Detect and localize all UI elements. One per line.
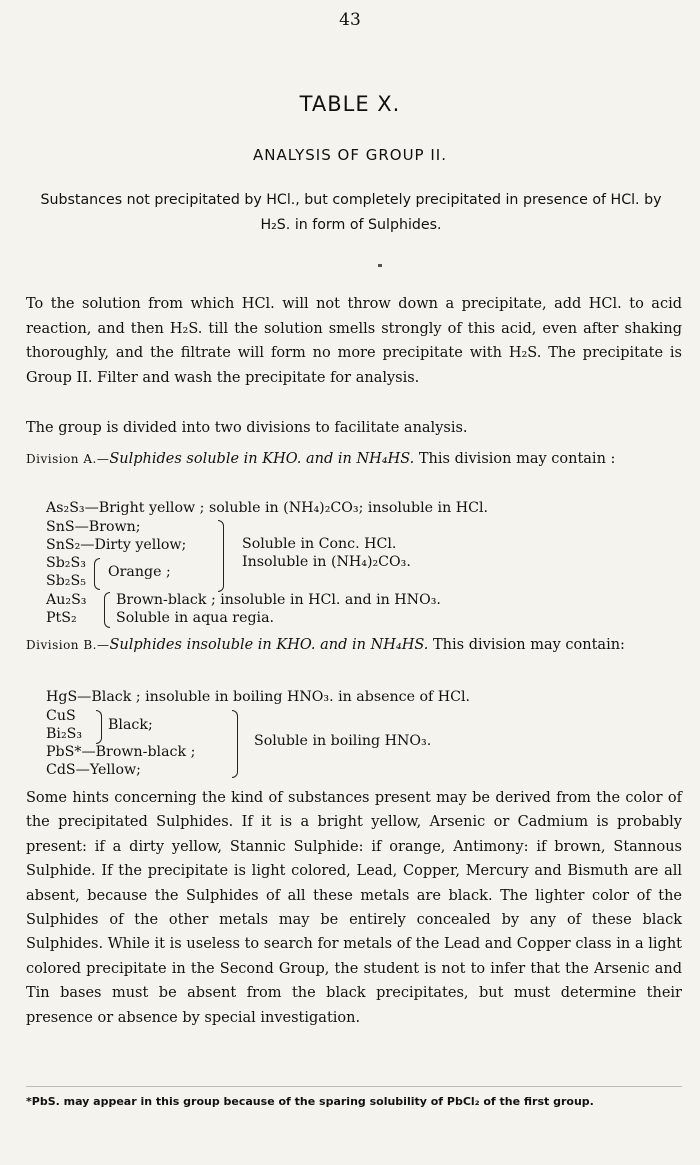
list-item-cus: CuS: [46, 708, 76, 724]
ornament-dot: [378, 264, 382, 267]
footnote: *PbS. may appear in this group because of the sparing solubility of PbCl₂ of the first group.: [26, 1095, 594, 1108]
paragraph-hints: Some hints concerning the kind of substances present may be derived from the color of the precipitated Sulphides. If it is a bright yellow, Arsenic or Cadmium is probably present: if a dirty yellow, Stannic Sulphide: if orange, Antimony: if brown, Stannous Sulphide. If the precipitate is light colored, Lead, Copper, Mercury and Bismuth are all absent, because the Sulphides of all these metals are black. The lighter color of the Sulphides of the other metals may be entirely concealed by any of these black Sulphides. While it is useless to search for metals of the Lead and Copper class in a light colored precipitate in the Second Group, the student is not to infer that the Arsenic and Tin bases must be absent from the black precipitates, but must determine their presence or absence by special investigation.: [26, 790, 682, 1026]
table-title: TABLE X.: [299, 92, 401, 116]
division-b-heading: [26, 633, 682, 658]
insoluble-nh4-co3: Insoluble in (NH₄)₂CO₃.: [242, 554, 411, 570]
division-a-tail: This division may contain :: [418, 451, 616, 467]
list-item-sns2: SnS₂—Dirty yellow;: [46, 537, 187, 553]
soluble-conc-hcl: Soluble in Conc. HCl.: [242, 536, 397, 552]
soluble-boiling-hno3: Soluble in boiling HNO₃.: [254, 733, 432, 749]
list-item-sns: SnS—Brown;: [46, 519, 141, 535]
list-item-pbs: PbS*—Brown-black ;: [46, 744, 196, 760]
orange-label: Orange ;: [108, 564, 171, 580]
division-a-title: Sulphides soluble in KHO. and in NH₄HS.: [109, 451, 415, 467]
division-b-title: Sulphides insoluble in KHO. and in NH₄HS.: [109, 637, 429, 653]
brace-cu-bi: [96, 710, 102, 744]
division-b-tail: This division may contain:: [433, 637, 625, 653]
list-item-hgs: HgS—Black ; insoluble in boiling HNO₃. in absence of HCl.: [46, 689, 471, 705]
brace-division-a: [218, 520, 224, 592]
intro-statement: Substances not precipitated by HCl., but completely precipitated in presence of HCl. by H₂S. in form of Sulphides.: [40, 192, 662, 233]
black-label: Black;: [108, 717, 153, 733]
pt-description: Soluble in aqua regia.: [116, 610, 275, 626]
division-a-label: Division A.—: [26, 452, 110, 466]
list-item-sb2s3: Sb₂S₃: [46, 555, 86, 571]
brace-division-b: [232, 710, 238, 778]
au-description: Brown-black ; insoluble in HCl. and in HNO₃.: [116, 592, 441, 608]
page-number: 43: [339, 10, 361, 30]
footnote-rule: [26, 1086, 682, 1087]
list-item-as2s3: As₂S₃—Bright yellow ; soluble in (NH₄)₂CO₃; insoluble in HCl.: [46, 500, 489, 516]
list-item-sb2s5: Sb₂S₅: [46, 573, 86, 589]
section-subtitle: ANALYSIS OF GROUP II.: [253, 146, 447, 164]
paragraph-procedure: To the solution from which HCl. will not throw down a precipitate, add HCl. to acid reaction, and then H₂S. till the solution smells strongly of this acid, even after shaking thoroughly, and the filtrate will form no more precipitate with H₂S. The precipitate is Group II. Filter and wash the precipitate for analysis.: [26, 296, 682, 386]
list-item-bi2s3: Bi₂S₃: [46, 726, 83, 742]
brace-au-pt: [104, 592, 110, 628]
brace-sb: [94, 558, 100, 590]
list-item-cds: CdS—Yellow;: [46, 762, 141, 778]
list-item-pts2: PtS₂: [46, 610, 77, 626]
division-a-heading: [26, 447, 682, 472]
division-b-label: Division B.—: [26, 638, 110, 652]
paragraph-divisions: The group is divided into two divisions to facilitate analysis.: [26, 420, 468, 436]
list-item-au2s3: Au₂S₃: [46, 592, 87, 608]
